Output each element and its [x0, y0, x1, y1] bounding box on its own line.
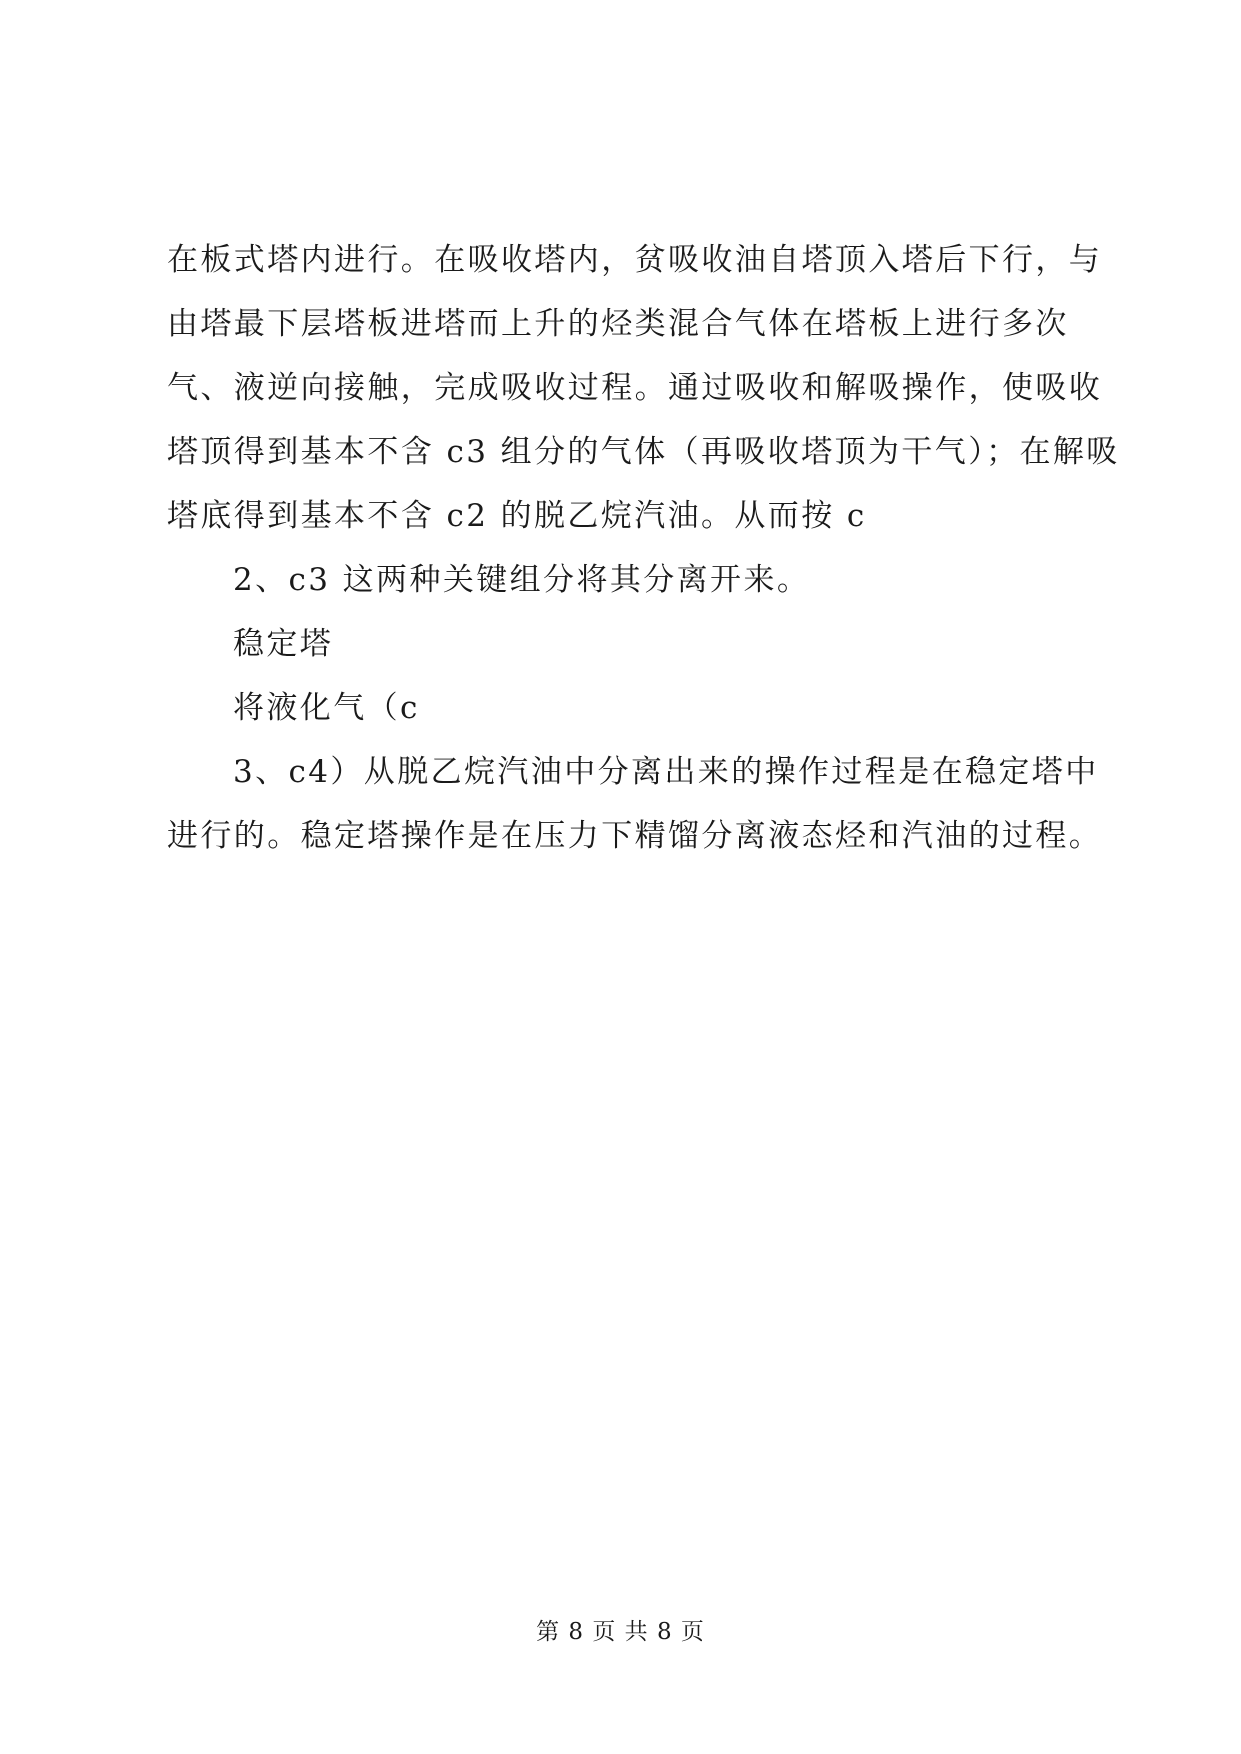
text-line: 3、c4）从脱乙烷汽油中分离出来的操作过程是在稳定塔中	[233, 754, 1099, 790]
text-line: 塔底得到基本不含 c2 的脱乙烷汽油。从而按 c	[167, 498, 867, 534]
body-text	[167, 228, 1120, 868]
section-heading: 稳定塔	[233, 626, 334, 662]
page-number-footer: 第 8 页 共 8 页	[536, 1619, 705, 1645]
text-line: 塔顶得到基本不含 c3 组分的气体（再吸收塔顶为干气）；在解吸	[167, 434, 1120, 470]
text-line: 在板式塔内进行。在吸收塔内，贫吸收油自塔顶入塔后下行，与	[167, 242, 1103, 278]
text-line: 2、c3 这两种关键组分将其分离开来。	[233, 562, 811, 598]
text-line: 将液化气（c	[233, 690, 420, 726]
text-line: 由塔最下层塔板进塔而上升的烃类混合气体在塔板上进行多次	[167, 306, 1069, 342]
text-line: 气、液逆向接触，完成吸收过程。通过吸收和解吸操作，使吸收	[167, 370, 1103, 406]
text-line: 进行的。稳定塔操作是在压力下精馏分离液态烃和汽油的过程。	[167, 818, 1103, 854]
